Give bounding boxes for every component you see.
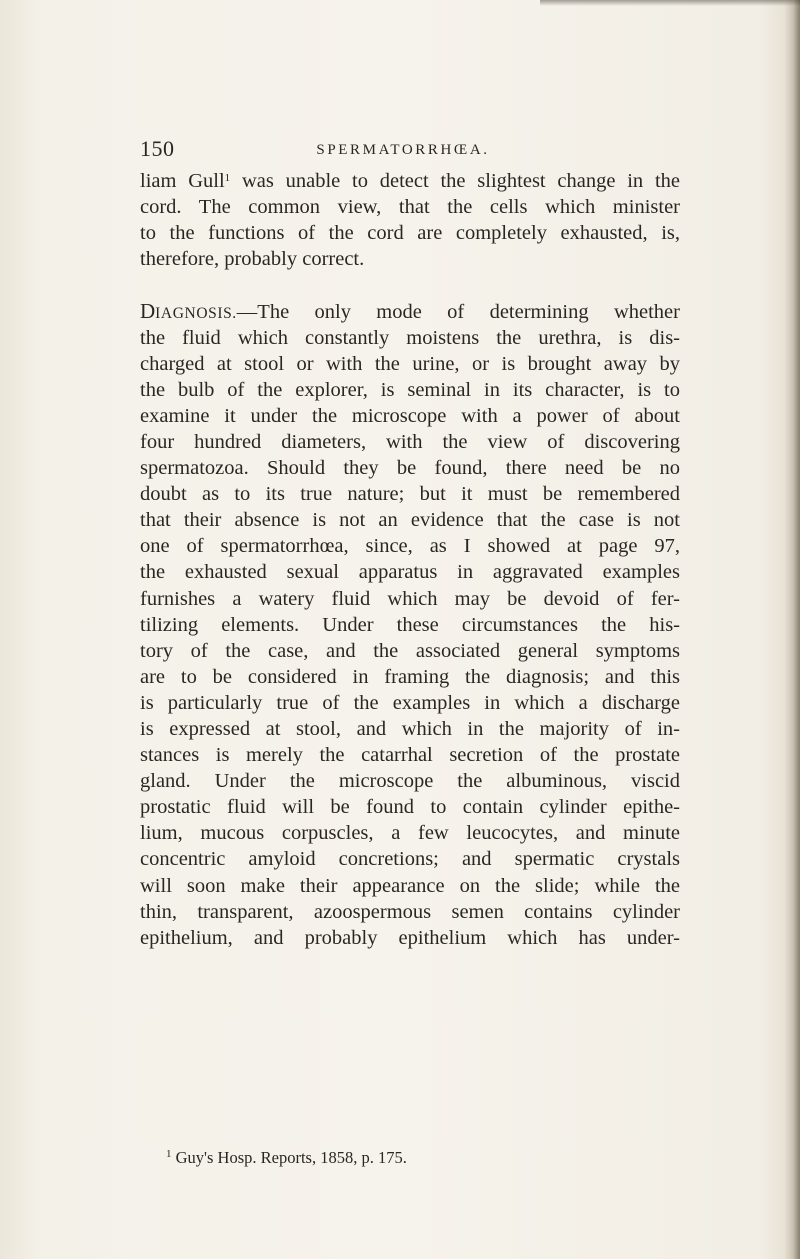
text-line: epithelium, and probably epithelium which has under-: [140, 926, 680, 949]
footnote-text: Guy's Hosp. Reports, 1858, p. 175.: [175, 1148, 407, 1167]
page-number: 150: [140, 136, 175, 161]
text-line: concentric amyloid concretions; and spermatic crystals: [140, 848, 680, 871]
text-line: stances is merely the catarrhal secretion of the prostate: [140, 744, 680, 767]
footnote: [166, 1148, 686, 1168]
text-line: one of spermatorrhœa, since, as I showed at page 97,: [140, 535, 680, 558]
text-line: charged at stool or with the urine, or is brought away by: [140, 352, 680, 375]
text-line: prostatic fluid will be found to contain cylinder epithe-: [140, 796, 680, 819]
page-spine-shadow: [784, 0, 800, 1259]
text-line: the bulb of the explorer, is seminal in its character, is to: [140, 378, 680, 401]
page-top-shadow: [540, 0, 800, 6]
text-line: four hundred diameters, with the view of discovering: [140, 430, 680, 453]
text-line: tilizing elements. Under these circumstances the his-: [140, 613, 680, 636]
text-line: is expressed at stool, and which in the majority of in-: [140, 717, 680, 740]
text-line: is particularly true of the examples in which a discharge: [140, 691, 680, 714]
text-line: therefore, probably correct.: [140, 248, 365, 271]
text-line: spermatozoa. Should they be found, there need be no: [140, 457, 680, 480]
footnote-reference: 1: [224, 172, 231, 184]
body-text: [140, 168, 680, 951]
text-line: doubt as to its true nature; but it must be remembered: [140, 483, 680, 506]
text-line: tory of the case, and the associated general symptoms: [140, 639, 680, 662]
text-line: DIAGNOSIS.—The only mode of determining whether: [140, 299, 680, 324]
text-line: examine it under the microscope with a power of about: [140, 404, 680, 427]
text-line: lium, mucous corpuscles, a few leucocytes, and minute: [140, 822, 680, 845]
text-line: thin, transparent, azoospermous semen contains cylinder: [140, 900, 680, 923]
text-line: to the functions of the cord are completely exhausted, is,: [140, 222, 680, 245]
footnote-marker: 1: [166, 1148, 172, 1160]
text-line: are to be considered in framing the diagnosis; and this: [140, 665, 680, 688]
running-head: SPERMATORRHŒA.: [316, 142, 490, 158]
text-line: will soon make their appearance on the slide; while the: [140, 874, 680, 897]
text-line: the fluid which constantly moistens the urethra, is dis-: [140, 326, 680, 349]
page-header: [140, 136, 680, 168]
paragraph-gap: [140, 272, 680, 298]
text-line: cord. The common view, that the cells which minister: [140, 196, 680, 219]
text-line: furnishes a watery fluid which may be devoid of fer-: [140, 587, 680, 610]
section-heading: DIAGNOSIS.: [140, 299, 237, 324]
text-line: gland. Under the microscope the albuminous, viscid: [140, 770, 680, 793]
text-line: the exhausted sexual apparatus in aggravated examples: [140, 561, 680, 584]
text-line: that their absence is not an evidence that the case is not: [140, 509, 680, 532]
text-line: liam Gull$^1$ was unable to detect the slightest change in the: [140, 170, 681, 192]
